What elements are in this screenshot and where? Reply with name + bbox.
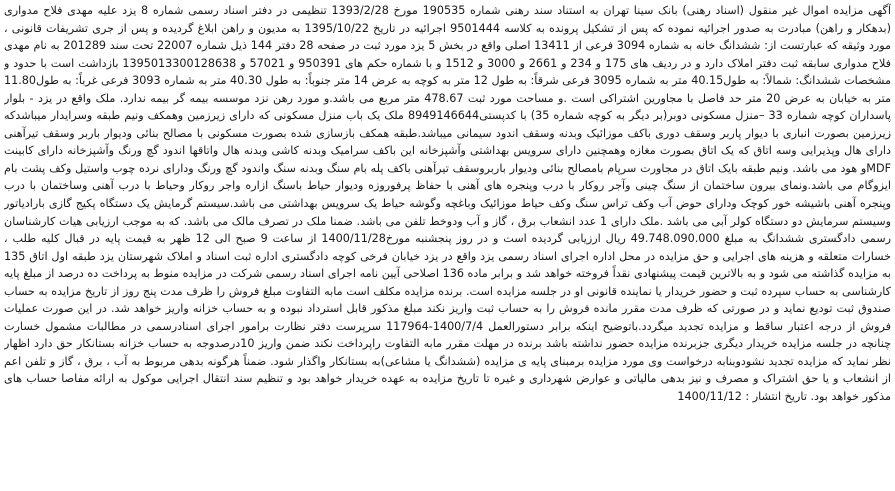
notice-text: آگهی مزایده اموال غیر منقول (اسناد رهنی) بانک سینا تهران به استناد سند رهنی شماره 190535 مورخ 1393/2/28 تنظیمی در دفتر اسناد رسمی شماره 8 یزد علیه مهدی فلاح مدواری (بدهکار و راهن) مبادرت به صدور اجرائیه نموده که پس از تشکیل پرونده به کلاسه 9501444 اجرائیه در تاریخ 1395/10/22 به مدیون و راهن ابلاغ گردیده و پس از جری تشریفات قانونی ، مورد وثیقه که عبارتست از: ششدانگ خانه به شماره 3094 فرعی از 13411 اصلی واقع در بخش 5 یزد مورد ثبت در صفحه 28 دفتر 144 ذیل شماره 22007 تحت سند 201289 به نام مهدی فلاح مدواری سابقه ثبت دفتر املاک دارد و در ردیف های 175 و 234 و 2661 و 3000 و 1512 و با شماره حکم های 950391 و 57021 و 1395013300128638 بازداشت است با حدود و مشخصات ششدانگ: شمالاً: به طول40.15 متر به شماره 3095 فرعی شرقاً: به طول 12 متر به کوچه به عرض 14 متر جنوباً: به طول 40.30 متر به شماره 3093 فرعی غرباً: به طول11.80 متر به خیابان به عرض 20 متر حد فاصل با مجاورین اشتراکی است .و مساحت مورد ثبت 478.67 متر مربع می باشد.و مورد رهن نزد موسسه بیمه گر بیمه ندارد. ملک واقع در یزد - بلوار پاسداران کوچه شماره 33 –منزل مسکونی دوبر(بر دیگر به کوچه شماره 35) با کدپستی8949146644 ملک یک باب منزل مسکونی که دارای زیرزمین وهمکف ونیم طبقه وسرایدار میباشدکه زیرزمین بصورت انباری با دیوار پاربر وسقف دوری باکف موزائیک وبدنه وسقف اندود سیمانی میباشد.طبقه همکف بازسازی شده بصورت مسکونی با مصالح بنائی ودیوار باربر وسقف تیرآهنی دارای هال وپذیرایی وسه اتاق که یک اتاق بصورت مغازه وهمچنین دارای سرویس بهداشتی وآشپزخانه این باکف سرامیک وبدنه کاشی وبدنه هال واتاقها اندود گچ ورنگ وآشپزخانه دارای کابینت MDFو هود می باشد. ونیم طبقه بایک اتاق در مجاورت سرپام بامصالح بنائی ودیوار باربروسقف تیرآهنی باکف پله بام سنگ وبدنه سنگ واندود گچ ورنگ ودارای نرده چوب واستیل وکف پشت بام ایزوگام می باشد.ونمای بیرون ساختمان از سنگ چینی وآجر روکار با درب وپنجره های آهنی با حفاظ پرفوروزه ودیوار حیاط باسنگ ازاره واجر روکار وحیاط با درب آهنی وساختمان با درب وپنجره آهنی باشیشه خور کوچک ودارای حوض آب وکف تراس سنگ وکف حیاط موزائیک وباغچه وگوشه حیاط یک سرویس بهداشتی می باشد.سیستم گرمایش یک دستگاه پکیج گازی بارادیاتور وسیستم سرمایش دو دستگاه کولر آبی می باشد .ملک دارای 1 عدد انشعاب برق ، گاز و آب ودوخط تلفن می باشد. ضمنا ملک در تصرف مالک می باشد. که به موجب ارزیابی هیات کارشناسان رسمی دادگستری ششدانگ به مبلغ 49.748.090.000 ریال ارزیابی گردیده است و در روز پنجشنبه مورخ1400/11/28 از ساعت 9 صبح الی 12 ظهر به قیمت پایه در قبال کلیه طلب ، خسارات متعلقه و هزینه های اجرایی و حق مزایده در محل اداره اجرای اسناد رسمی یزد واقع در یزد خیابان فرخی کوچه دادگستری اداره ثبت اسناد و املاک شهرستان یزد طبقه اول اتاق 135 به مزایده گذاشته می شود و به بالاترین قیمت پیشنهادی نقداً فروخته خواهد شد و برابر ماده 136 اصلاحی آیین نامه اجرای اسناد رسمی شرکت در مزایده منوط به پرداخت ده درصد از مبلغ پایه کارشناسی به حساب سپرده ثبت و حضور خریدار یا نماینده قانونی او در جلسه مزایده است. برنده مزایده مکلف است مابه التفاوت مبلغ فروش را ظرف مدت پنج روز از تاریخ مزایده به حساب صندوق ثبت تودیع نماید و در صورتی که ظرف مدت مقرر مانده فروش را به حساب ثبت واریز نکند مبلغ مذکور قابل استرداد نبوده و به حساب خزانه واریز خواهد شد. در این صورت عملیات فروش از درجه اعتبار ساقط و مزایده تجدید میگردد.باتوضیح اینکه برابر دستورالعمل 1400/7/4-117964 سرپرست دفتر نظارت برامور اجرای اسنادرسمی در مطالبات مشمول خسارت چنانچه در جلسه مزایده خریدار دیگری جزبرنده مزایده حضور نداشته باشد برنده در مهلت مقرر مابه التفاوت راپرداخت نکند ضمن واریز 10درصدوجه به حساب خزانه بستانکار حق دارد اظهار نظر نماید که مزایده تجدید نشودوبنابه درخواست وی مورد مزایده برمبنای پایه ی مزایده (ششدانگ یا مشاعی)به بستانکار واگذار شود. ضمناً هرگونه بدهی مربوط به آب ، برق ، گاز و تلفن اعم از انشعاب و یا حق اشتراک و مصرف و نیز بدهی مالیاتی و عوارض شهرداری و غیره تا تاریخ مزایده به عهده خریدار خواهد بود و تنظیم سند انتقال اجرایی موکول به ارائه مفاصا حساب های مذکور خواهد بود. تاریخ انتشار :	[4, 4, 891, 404]
auction-notice	[4, 2, 891, 489]
publish-date: 1400/11/12	[677, 390, 742, 404]
notice-body	[4, 2, 891, 406]
